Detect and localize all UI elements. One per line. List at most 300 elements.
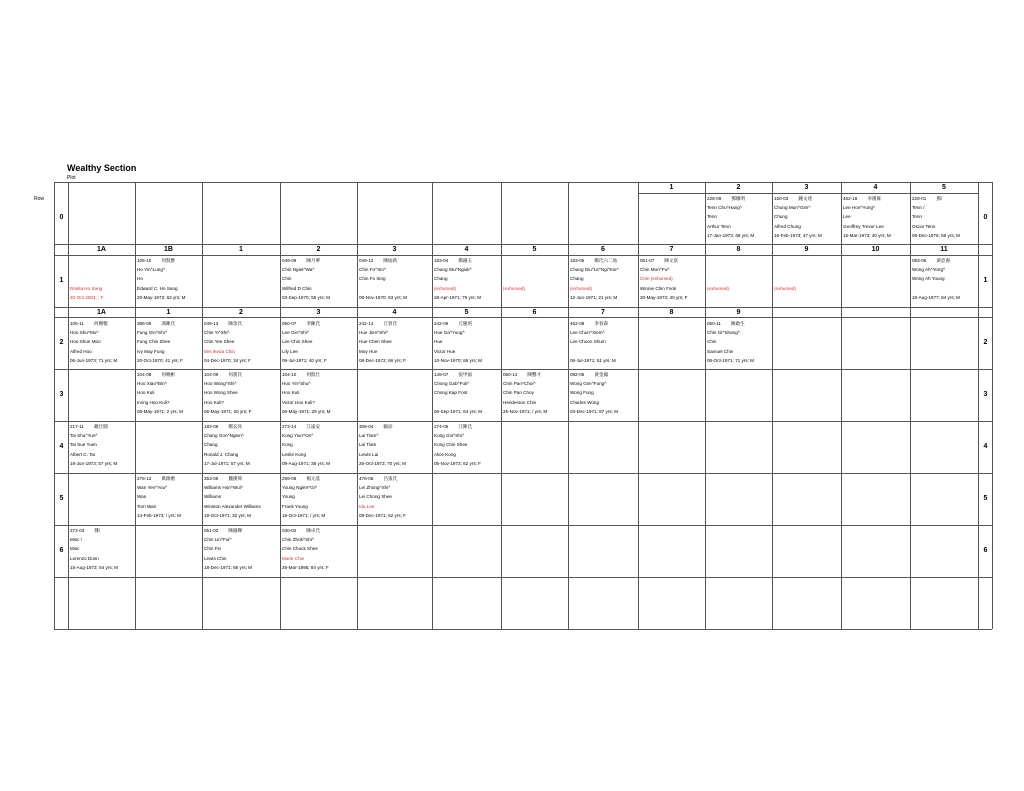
column-header: 5: [942, 184, 946, 191]
romanized-name: [503, 265, 568, 274]
column-header: 5: [464, 309, 469, 316]
plot-code-line: [912, 256, 978, 265]
plot-cell: [68, 256, 135, 307]
english-name: Rosita Ho Sang: [70, 285, 103, 291]
romanized-name: Fung Gin^Shi^: [137, 330, 167, 336]
burial-info: [707, 293, 772, 302]
plot-code-line: [137, 370, 202, 379]
chinese-name: 李漢雍: [867, 196, 882, 201]
plot-cell: [568, 370, 638, 421]
plot-code-line: [434, 370, 501, 379]
plot-code: 030-02: [282, 528, 297, 533]
burial-info: 06-Dec-1976; 56 yrs; M: [912, 232, 960, 238]
plot-code: 476-05: [359, 476, 374, 481]
family-name: Hoo Kuli: [282, 390, 300, 396]
romanized-name: Hoo Xiao^Bin^: [137, 381, 167, 387]
plot-code: 104-09: [204, 372, 219, 377]
burial-info: 06-Jul-1971; 51 yrs; M: [570, 357, 616, 363]
column-header: 10: [871, 246, 880, 253]
english-name: [434, 398, 501, 407]
plot-cell: [432, 256, 501, 307]
plot-code: 083-06: [912, 258, 927, 263]
plot-cell: [432, 422, 501, 473]
english-name: Winnie Chin Fook: [640, 285, 677, 291]
family-name: Lee: [843, 214, 851, 220]
plot-code: 105-10: [137, 258, 152, 263]
plot-code-line: [359, 422, 432, 431]
english-name: Lewis Chin: [204, 555, 227, 561]
romanized-name: Hoo Wong^Shi^: [204, 381, 237, 387]
plot-code-line: [204, 422, 280, 431]
plot-grid: [54, 182, 992, 629]
plot-code: 276-12: [137, 476, 152, 481]
plot-cell: [568, 256, 638, 307]
plot-code: 051-02: [204, 528, 219, 533]
family-name: Chang: [570, 276, 584, 282]
english-name: Tom Wan: [137, 503, 157, 509]
plot-code-line: [70, 422, 135, 431]
burial-info: 09-Jul-1971; 40 yrs; F: [282, 357, 327, 363]
romanized-name: Tenn /: [912, 205, 925, 211]
chinese-name: 何曉彬: [161, 372, 176, 377]
plot-code: 372-03: [70, 528, 85, 533]
english-name: Alice Kong: [434, 451, 456, 457]
plot-code: 462-18: [843, 196, 858, 201]
family-name: Chin (exhumed): [640, 276, 673, 282]
page-title: Wealthy Section: [67, 163, 137, 173]
romanized-name: Kong Yiun^On^: [282, 433, 314, 439]
romanized-name: Hoo Shu^Mu^: [70, 330, 99, 336]
family-name: [707, 274, 772, 283]
family-name: Lei Chong Shee: [359, 494, 392, 500]
plot-code-line: [640, 256, 705, 265]
plot-cell: [135, 474, 202, 525]
family-name: [503, 274, 568, 283]
burial-info: 08-Nov-1970; 63 yrs; M: [359, 294, 407, 300]
family-name: Hue Chen Shee: [359, 339, 392, 345]
chinese-name: 何賢雅: [161, 258, 176, 263]
plot-cell: [357, 319, 432, 369]
romanized-name: Chung Mun^Gim^: [774, 205, 811, 211]
plot-code: 353-05: [204, 476, 219, 481]
family-name: Lee Chin Shee: [282, 339, 313, 345]
burial-info: 06-Sep-1971; 64 yrs; M: [434, 408, 483, 414]
family-name: Hoo Kuli: [137, 390, 155, 396]
family-name: Young: [282, 494, 295, 500]
chinese-name: 江遠安: [306, 424, 321, 429]
plot-cell: [705, 319, 772, 369]
romanized-name: Wong Gim^Fung^: [570, 381, 607, 387]
column-header: 1A: [97, 309, 106, 316]
plot-code-line: [282, 526, 357, 535]
burial-info: 04-Dec-1970; 34 yrs; F: [204, 357, 251, 363]
plot-cell: [568, 319, 638, 369]
chinese-name: 賴添: [383, 424, 393, 429]
romanized-name: Chin Fo^Xin^: [359, 267, 387, 273]
english-name: Victor Hoo Kuli?: [282, 399, 315, 405]
english-name: Lily Lee: [282, 348, 298, 354]
plot-code-line: [434, 256, 501, 265]
chinese-name: 呂張氏: [383, 476, 398, 481]
burial-info: 08-Dec-1971; 62 yrs; F: [359, 512, 406, 518]
chinese-name: 鍾文達: [798, 196, 813, 201]
plot-code: 306-04: [359, 424, 374, 429]
family-name: Tenn: [912, 214, 922, 220]
plot-code: 050-07: [282, 321, 297, 326]
chinese-name: 雜/: [94, 528, 101, 533]
plot-code-line: [434, 319, 501, 328]
family-name: Wong Ah Young: [912, 276, 945, 282]
plot-code: 217-11: [70, 424, 84, 429]
romanized-name: Wong Ah^Yong^: [912, 267, 946, 273]
family-name: Fung Chin Shee: [137, 339, 171, 345]
chinese-name: 魏漢偉: [228, 476, 243, 481]
english-name: Henderson Chin: [503, 399, 537, 405]
family-name: Ho: [137, 276, 143, 282]
burial-info: 17-Jan-1973; 68 yrs; M: [707, 232, 755, 238]
column-header: 5: [532, 246, 537, 253]
column-header: 4: [464, 246, 469, 253]
burial-info: 06-May-1971; 20 yrs; F: [204, 408, 252, 414]
plot-code-line: [503, 370, 568, 379]
chinese-name: 陳月華: [306, 258, 321, 263]
romanized-name: Chin Lin^Fui^: [204, 537, 232, 543]
romanized-name: Kong Gin^Shi^: [434, 433, 465, 439]
plot-code-line: [912, 194, 978, 203]
plot-code-line: [359, 319, 432, 328]
column-header: 4: [873, 184, 878, 191]
family-name: Hue: [434, 339, 443, 345]
burial-info: 19-Oct-1971; 32 yrs; M: [204, 512, 251, 518]
chinese-name: 陳啟生: [730, 321, 745, 326]
burial-info: 15-Mar-1973; 40 yrs; M: [843, 232, 891, 238]
family-name: Chang: [434, 276, 448, 282]
english-name: Irving Hoo Kuli?: [137, 399, 170, 405]
plot-cell: [135, 370, 202, 421]
english-name: Ronald J. Chang: [204, 451, 239, 457]
english-name: Lorenzo Dunn: [70, 555, 99, 561]
row-number: 5: [59, 494, 64, 502]
plot-code-line: [282, 474, 357, 483]
english-name: Hoo Kuli?: [204, 399, 224, 405]
plot-code: 049-09: [282, 258, 297, 263]
chinese-name: 鄭錦玉: [458, 258, 473, 263]
burial-info: 30-May-1972; 40 yrs; F: [640, 294, 688, 300]
english-name: Geoffrey Trevor Lee: [843, 223, 884, 229]
plot-cell: [501, 370, 568, 421]
plot-cell: [202, 370, 280, 421]
row-number: 1: [983, 276, 988, 284]
chinese-name: 陳錦輝: [228, 528, 243, 533]
chinese-name: 鄭氏六二姑: [594, 258, 618, 263]
plot-cell: [841, 194, 910, 244]
english-name: Alfred Hoo: [70, 348, 92, 354]
row-number: 2: [59, 339, 64, 346]
plot-code-line: [137, 474, 202, 483]
burial-info: 20-Oct-2004; ; F: [70, 294, 104, 300]
plot-code-line: [503, 256, 568, 265]
row-number: 4: [983, 442, 988, 450]
romanized-name: Lee Chun^Xiem^: [570, 330, 605, 336]
burial-info: 17-Jul-1971; 57 yrs; M: [204, 460, 250, 466]
column-header: 2: [316, 246, 321, 253]
chinese-name: 李春森: [594, 321, 609, 326]
plot-code: 273-14: [282, 424, 297, 429]
plot-cell: [68, 319, 135, 369]
chinese-name: 鄭玄亮: [228, 424, 243, 429]
romanized-name: Lee Hon^Yung^: [843, 205, 876, 211]
english-name: Mrs Ikeda Chin: [204, 348, 235, 354]
column-header: 6: [532, 309, 537, 316]
plot-code: 104-10: [282, 372, 297, 377]
burial-info: 12-Jun-1971; 21 yrs; M: [570, 294, 618, 300]
family-name: Chang: [204, 442, 218, 448]
romanized-name: Young Ngien^Gi^: [282, 485, 318, 491]
column-header: 11: [940, 246, 948, 253]
plot-cell: [432, 319, 501, 369]
burial-info: 15-Feb-1973; 47 yrs; M: [774, 232, 822, 238]
row-number: 4: [59, 442, 64, 450]
plot-cell: [280, 319, 357, 369]
english-name: Leslie Kong: [282, 451, 307, 457]
english-name: (exhumed): [570, 285, 592, 291]
plot-code-line: [434, 422, 501, 431]
burial-info: 03-Sep-1970; 55 yrs; M: [282, 294, 331, 300]
romanized-name: Ho Yin^Lung^: [137, 267, 166, 273]
chinese-name: 鄧/: [936, 196, 943, 201]
column-header: 2: [736, 184, 741, 191]
chinese-name: 何黃氏: [228, 372, 243, 377]
romanized-name: Chin Pan^Choi^: [503, 381, 536, 387]
family-name: Chin: [282, 276, 292, 282]
romanized-name: Wan Yen^You^: [137, 485, 168, 491]
english-name: [359, 284, 432, 293]
family-name: Lee Choon Shum: [570, 339, 606, 345]
row-number: 3: [59, 390, 64, 398]
burial-info: 25-Nov-1971; / yrs; M: [503, 408, 548, 414]
family-name: Hoo Shue Moo: [70, 339, 101, 345]
row-number: 5: [983, 494, 988, 502]
burial-info: 08-Dec-1972; 66 yrs; F: [359, 357, 406, 363]
romanized-name: Chin Zhok^Shi^: [282, 537, 314, 543]
column-header: 3: [804, 184, 809, 191]
plot-code-line: [204, 474, 280, 483]
plot-code-line: [204, 370, 280, 379]
family-name: Tenn: [707, 214, 717, 220]
romanized-name: Hue Ga^Yung^: [434, 330, 465, 336]
plot-code: 051-07: [640, 258, 655, 263]
burial-info: 06-May-1971; 2 yrs; M: [137, 408, 183, 414]
plot-cell: [910, 256, 978, 307]
romanized-name: [774, 265, 841, 274]
plot-code: 183-06: [204, 424, 219, 429]
english-name: Moy Hue: [359, 348, 378, 354]
column-header: 8: [669, 309, 674, 316]
burial-info: 10-Nov-1970; 66 yrs; M: [434, 357, 482, 363]
column-header: 8: [736, 246, 741, 253]
plot-cell: [280, 474, 357, 525]
plot-cell: [280, 422, 357, 473]
plot-cell: [357, 256, 432, 307]
chinese-name: 楊元基: [306, 476, 321, 481]
english-name: (exhumed): [774, 285, 796, 291]
plot-code-line: [137, 319, 202, 328]
plot-cell: [357, 474, 432, 525]
plot-cell: [280, 526, 357, 577]
plot-cell: [705, 194, 772, 244]
plot-code-line: [282, 319, 357, 328]
plot-code-line: [282, 370, 357, 379]
plot-cell: [280, 256, 357, 307]
english-name: Ida Lee: [359, 503, 375, 509]
english-name: [570, 347, 638, 356]
plot-code: 274-05: [434, 424, 449, 429]
chinese-name: 陳卓氏: [306, 528, 321, 533]
family-name: Hoo Wong Shee: [204, 390, 238, 396]
chinese-name: 鄧燿明: [731, 196, 746, 201]
burial-info: 03-Dec-1971; 87 yrs; M: [570, 408, 618, 414]
grid-hline: [54, 629, 992, 630]
family-name: Chin Fo Sing: [359, 276, 386, 282]
burial-info: 19-Jun-1973; 57 yrs; M: [70, 460, 118, 466]
column-header: 3: [392, 246, 397, 253]
english-name: (exhumed): [434, 285, 456, 291]
row-number: 1: [59, 276, 64, 284]
romanized-name: Chin Yi^Shi^: [204, 330, 230, 336]
plot-code-line: [707, 319, 772, 328]
romanized-name: Lee Gin^Shi^: [282, 330, 310, 336]
column-header: 1B: [164, 246, 173, 253]
plot-code-line: [774, 194, 841, 203]
burial-info: 18-Aug-1977; 84 yrs; M: [912, 294, 961, 300]
family-name: Chung: [774, 214, 788, 220]
chinese-name: 張甲福: [458, 372, 473, 377]
plot-code: 049-12: [359, 258, 374, 263]
romanized-name: Chang Diu^Lit^Ngi^Kie^: [570, 267, 619, 273]
plot-code: 050-11: [707, 321, 721, 326]
plot-cell: [280, 370, 357, 421]
burial-info: 18-Dec-1971; 68 yrs; M: [204, 564, 252, 570]
chinese-name: 黃金鳳: [594, 372, 609, 377]
family-name: Chin Yee Shee: [204, 339, 235, 345]
plot-cell: [202, 319, 280, 369]
english-name: (exhumed): [707, 285, 729, 291]
burial-info: 05-Nov-1973; 62 yrs; F: [434, 460, 481, 466]
plot-code-line: [843, 194, 910, 203]
column-header: 1: [166, 309, 171, 316]
burial-info: [774, 293, 841, 302]
chinese-name: 黃亞養: [936, 258, 951, 263]
family-name: Williams: [204, 494, 222, 500]
english-name: Samuel Chin: [707, 348, 734, 354]
plot-cell: [772, 256, 841, 307]
row-number: 0: [59, 214, 64, 221]
plot-code-line: [204, 319, 280, 328]
chinese-name: 陳余氏: [228, 321, 243, 326]
column-header: 7: [601, 309, 605, 316]
chinese-name: 陳蟹才: [527, 372, 542, 377]
plot-code-line: [707, 256, 772, 265]
plot-code-line: [570, 256, 638, 265]
chinese-name: 何賢仕: [306, 372, 321, 377]
plot-code-line: [137, 256, 202, 265]
english-name: Lewis Lai: [359, 451, 379, 457]
plot-code: 104-08: [137, 372, 152, 377]
english-name: Victor Hue: [434, 348, 456, 354]
column-header: 6: [601, 246, 605, 253]
plot-code: 299-08: [282, 476, 297, 481]
grid-vline: [992, 182, 993, 629]
chinese-name: 何樹懷: [93, 321, 108, 326]
burial-info: 26-Mar-1995; 84 yrs; F: [282, 564, 329, 570]
burial-info: 20-May-1973; 63 yrs; M: [137, 294, 186, 300]
burial-info: 09-Aug-1971; 38 yrs; M: [282, 460, 331, 466]
burial-info: [503, 293, 568, 302]
column-header: 3: [316, 309, 321, 316]
plot-cell: [357, 422, 432, 473]
plot-code: 462-08: [570, 321, 585, 326]
plot-cell: [910, 194, 978, 244]
english-name: Wilfred D Chin: [282, 285, 312, 291]
row-number: 0: [983, 214, 988, 221]
romanized-name: Williams Hon^Wui^: [204, 485, 243, 491]
romanized-name: Chin Mun^Fu^: [640, 267, 670, 273]
plot-code: 050-14: [503, 372, 518, 377]
plot-code-line: [570, 319, 638, 328]
english-name: Charles Wong: [570, 399, 600, 405]
chinese-name: 丘慶瑢: [458, 321, 473, 326]
romanized-name: Tenn Chu^Hang^: [707, 205, 742, 211]
romanized-name: Hoo Yin^Shu^: [282, 381, 311, 387]
row-number: 3: [983, 390, 988, 398]
family-name: Wan: [137, 494, 147, 500]
burial-info: 20-Oct-1970; 41 yrs; F: [137, 357, 183, 363]
column-header: 1: [239, 246, 243, 253]
chinese-name: 李陳氏: [306, 321, 321, 326]
plot-cell: [705, 256, 772, 307]
romanized-name: [70, 265, 135, 274]
family-name: Kong: [282, 442, 293, 448]
grid-hline: [54, 421, 992, 422]
chinese-name: 陳文富: [664, 258, 679, 263]
plot-code: 242-14: [359, 321, 374, 326]
family-name: Chin Chuck Shee: [282, 546, 318, 552]
family-name: Chin: [707, 339, 717, 345]
grid-hline: [54, 525, 992, 526]
english-name: Alfred Chung: [774, 223, 801, 229]
romanized-name: Lei Zhong^Shi^: [359, 485, 391, 491]
plot-cell: [202, 526, 280, 577]
plot-code-line: [359, 474, 432, 483]
plot-code-line: [282, 256, 357, 265]
row-number: 6: [59, 546, 64, 554]
plot-cell: [202, 422, 280, 473]
plot-code: 386-05: [137, 321, 152, 326]
plot-cell: [135, 319, 202, 369]
column-header: 2: [239, 309, 243, 316]
family-name: [70, 274, 135, 283]
family-name: Chong Kap Foot: [434, 390, 468, 396]
family-name: [774, 274, 841, 283]
romanized-name: Hue Jien^Shi^: [359, 330, 389, 336]
romanized-name: Chong Gab^Fuk^: [434, 381, 470, 387]
burial-info: 06-Oct-1971; 71 yrs; M: [707, 357, 754, 363]
plot-cell: [68, 422, 135, 473]
chinese-name: 萬源猷: [161, 476, 176, 481]
english-name: Winston Alexander Williams: [204, 503, 261, 509]
plot-code-line: [204, 526, 280, 535]
plot-code: 229-01: [912, 196, 927, 201]
